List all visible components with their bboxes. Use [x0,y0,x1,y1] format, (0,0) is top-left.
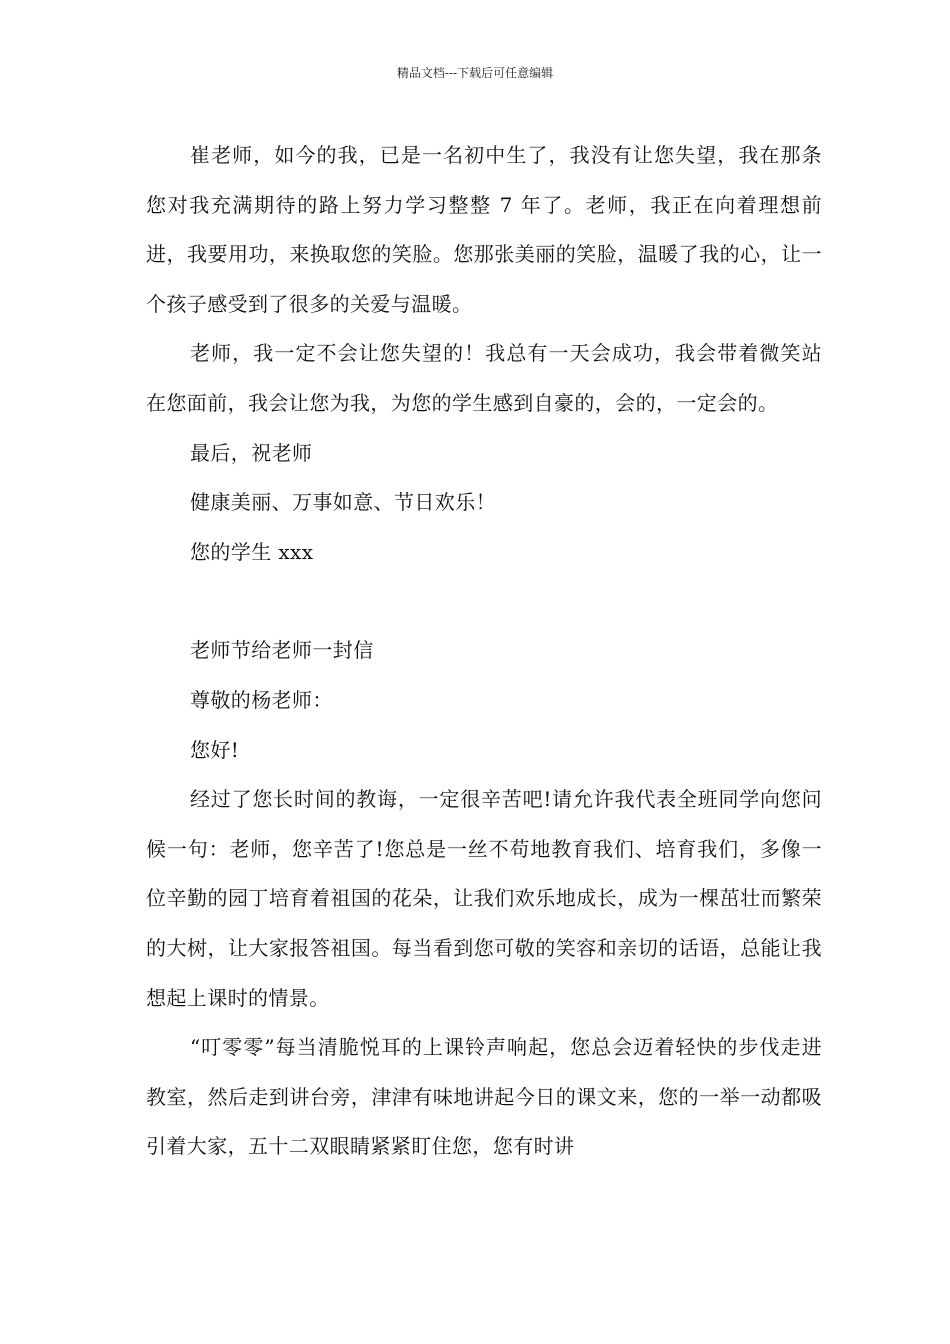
letter-greeting: 您好! [190,737,240,762]
page-header: 精品文档---下载后可任意编辑 [396,66,554,80]
paragraph-3: 经过了您长时间的教诲，一定很辛苦吧!请允许我代表全班同学向您问候一句：老师，您辛苦了!您总是一丝不苟地教育我们、培育我们，多像一位辛勤的园丁培育着祖国的花朵，让我们欢乐地成长，成为一棵茁壮而繁荣的大树，让大家报答祖国。每当看到您可敬的笑容和亲切的话语，总能让我想起上课时的情景。 [146,787,822,1010]
letter-title: 老师节给老师一封信 [190,638,374,663]
paragraph-signature: 您的学生 xxx [190,539,314,564]
letter-salutation: 尊敬的杨老师： [190,687,333,712]
paragraph-4: “叮零零”每当清脆悦耳的上课铃声响起，您总会迈着轻快的步伐走进教室，然后走到讲台旁，津津有味地讲起今日的课文来，您的一举一动都吸引着大家，五十二双眼睛紧紧盯住您，您有时讲 [146,1035,822,1159]
paragraph-closing: 最后，祝老师 [190,440,313,465]
paragraph-2: 老师，我一定不会让您失望的！我总有一天会成功，我会带着微笑站在您面前，我会让您为我，为您的学生感到自豪的，会的，一定会的。 [146,341,822,415]
paragraph-1: 崔老师，如今的我，已是一名初中生了，我没有让您失望，我在那条您对我充满期待的路上努力学习整整 7 年了。老师，我正在向着理想前进，我要用功，来换取您的笑脸。您那张美丽的笑脸，温暖了我的心，让一个孩子感受到了很多的关爱与温暖。 [146,143,822,316]
document-body [146,131,822,1172]
section-gap [146,577,822,626]
paragraph-wishes: 健康美丽、万事如意、节日欢乐！ [190,490,496,515]
